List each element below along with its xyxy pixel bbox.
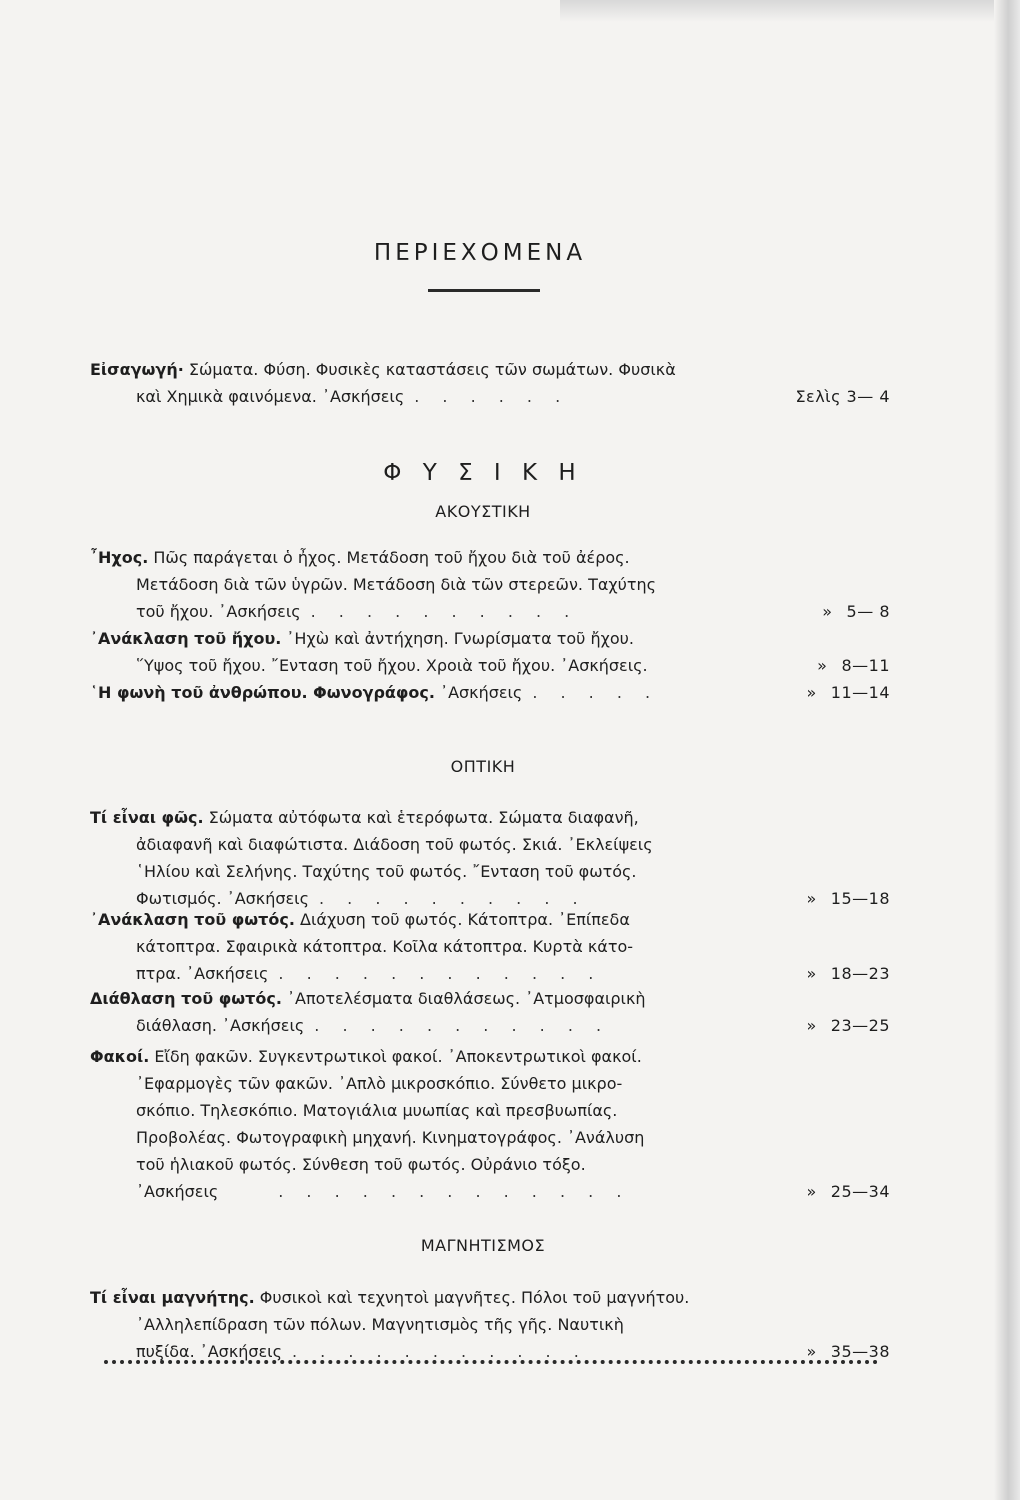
entry-text: κάτοπτρα. Σφαιρικὰ κάτοπτρα. Κοῖλα κάτοπτρα. Κυρτὰ κάτο- [136, 937, 634, 956]
dot-leader: . . . . . [532, 683, 660, 702]
entry-text: Εἴδη φακῶν. Συγκεντρωτικοὶ φακοί. ᾿Αποκεντρωτικοὶ φακοί. [149, 1047, 642, 1066]
entry-text: Σώματα αὐτόφωτα καὶ ἑτερόφωτα. Σώματα διαφανῆ, [203, 808, 639, 827]
continuation-mark: » [822, 602, 833, 621]
page-range: 15—18 [830, 889, 890, 908]
entry-lead: Τί εἶναι φῶς. [90, 808, 204, 827]
toc-entry-lenses [90, 1043, 890, 1205]
page-title: ΠΕΡΙΕΧΟΜΕΝΑ [373, 240, 587, 266]
entry-text: τοῦ ἤχου. ᾿Ασκήσεις [136, 602, 301, 621]
toc-line [90, 804, 890, 831]
section-heading-optics: ΟΠΤΙΚΗ [450, 757, 516, 776]
entry-text: ᾿Ηχὼ καὶ ἀντήχηση. Γνωρίσματα τοῦ ἤχου. [281, 629, 634, 648]
entry-lead: Τί εἶναι μαγνήτης. [90, 1288, 255, 1307]
page-range: 11—14 [830, 683, 890, 702]
page-range-wrap [806, 1178, 890, 1205]
entry-text: πτρα. ᾿Ασκήσεις [136, 964, 269, 983]
toc-entry-voice [90, 679, 890, 706]
page-range: Σελὶς 3— 4 [795, 387, 890, 406]
scan-shadow-edge [994, 0, 1020, 1500]
toc-line [90, 960, 890, 987]
toc-line [90, 1284, 890, 1311]
dot-leader: . . . . . . [414, 387, 570, 406]
section-heading-magnetism: ΜΑΓΝΗΤΙΣΜΟΣ [420, 1236, 546, 1255]
dot-leader: . . . . . . . . . . [310, 602, 579, 621]
toc-line [90, 1151, 890, 1178]
toc-line [90, 1070, 890, 1097]
entry-text: πυξίδα. ᾿Ασκήσεις [136, 1342, 282, 1361]
entry-text: τοῦ ἡλιακοῦ φωτός. Σύνθεση τοῦ φωτός. Οὐράνιο τόξο. [136, 1155, 586, 1174]
entry-text: ᾿Αποτελέσματα διαθλάσεως. ᾿Ατμοσφαιρικὴ [281, 989, 646, 1008]
entry-text: σκόπιο. Τηλεσκόπιο. Ματογιάλια μυωπίας καὶ πρεσβυωπίας. [136, 1101, 618, 1120]
entry-lead: ᾿Ανάκλαση τοῦ φωτός. [90, 910, 295, 929]
page-range: 35—38 [830, 1342, 890, 1361]
entry-text: ᾿Εφαρμογὲς τῶν φακῶν. ᾿Απλὸ μικροσκόπιο. Σύνθετο μικρο- [136, 1074, 623, 1093]
toc-entry-sound [90, 544, 890, 625]
page-range-wrap [806, 1012, 890, 1039]
page-range: 25—34 [830, 1182, 890, 1201]
entry-text: ᾿Ασκήσεις [136, 1182, 219, 1201]
dotted-divider [104, 1360, 878, 1364]
page-range: 5— 8 [846, 602, 890, 621]
toc-line [90, 383, 890, 410]
dot-leader: . . . . . . . . . . [318, 889, 587, 908]
entry-text: Προβολέας. Φωτογραφικὴ μηχανή. Κινηματογράφος. ᾿Ανάλυση [136, 1128, 645, 1147]
continuation-mark: » [806, 1016, 817, 1035]
dot-leader: . . . . . . . . . . . . . [278, 1182, 631, 1201]
page-range-wrap [806, 679, 890, 706]
dot-leader: . . . . . . . . . . . [291, 1342, 588, 1361]
entry-lead: Εἰσαγωγή· [90, 360, 184, 379]
page-range-wrap [806, 960, 890, 987]
dot-leader: . . . . . . . . . . . . [278, 964, 603, 983]
entry-lead: ῏Ηχος. [90, 548, 149, 567]
entry-text: ᾿Αλληλεπίδραση τῶν πόλων. Μαγνητισμὸς τῆς γῆς. Ναυτικὴ [136, 1315, 624, 1334]
entry-text: καὶ Χημικὰ φαινόμενα. ᾿Ασκήσεις [136, 387, 405, 406]
continuation-mark: » [817, 656, 828, 675]
dot-leader: . . . . . . . . . . . [314, 1016, 611, 1035]
page-range-wrap [817, 652, 890, 679]
toc-line [90, 1097, 890, 1124]
toc-line [90, 356, 890, 383]
entry-text: Διάχυση τοῦ φωτός. Κάτοπτρα. ᾿Επίπεδα [294, 910, 630, 929]
entry-text: Φωτισμός. ᾿Ασκήσεις [136, 889, 309, 908]
entry-text: ᾿Ασκήσεις [434, 683, 523, 702]
toc-line [90, 625, 890, 652]
toc-line [90, 1124, 890, 1151]
toc-line [90, 598, 890, 625]
toc-line [90, 1043, 890, 1070]
entry-lead: ᾿Ανάκλαση τοῦ ἤχου. [90, 629, 282, 648]
continuation-mark: » [806, 964, 817, 983]
continuation-mark: » [806, 1342, 817, 1361]
section-heading-acoustics: ΑΚΟΥΣΤΙΚΗ [435, 502, 531, 521]
entry-text: Μετάδοση διὰ τῶν ὑγρῶν. Μετάδοση διὰ τῶν στερεῶν. Ταχύτης [136, 575, 657, 594]
scan-shadow-top [560, 0, 1020, 22]
part-title: Φ Υ Σ Ι Κ Η [383, 460, 583, 486]
toc-line [90, 1311, 890, 1338]
entry-text: Πῶς παράγεται ὁ ἦχος. Μετάδοση τοῦ ἤχου διὰ τοῦ ἀέρος. [148, 548, 630, 567]
continuation-mark: » [806, 683, 817, 702]
entry-text: ῞Υψος τοῦ ἤχου. ῎Ενταση τοῦ ἤχου. Χροιὰ τοῦ ἤχου. ᾿Ασκήσεις. [136, 656, 648, 675]
entry-text: διάθλαση. ᾿Ασκήσεις [136, 1016, 305, 1035]
toc-line [90, 858, 890, 885]
toc-line [90, 831, 890, 858]
page-range: 8—11 [841, 656, 890, 675]
toc-entry-refraction [90, 985, 890, 1039]
toc-entry-magnet [90, 1284, 890, 1365]
page-range: 18—23 [830, 964, 890, 983]
entry-lead: Διάθλαση τοῦ φωτός. [90, 989, 282, 1008]
page-range: 23—25 [830, 1016, 890, 1035]
toc-line [90, 933, 890, 960]
toc-entry-reflection-sound [90, 625, 890, 679]
entry-lead: Φακοί. [90, 1047, 150, 1066]
toc-line [90, 985, 890, 1012]
toc-line [90, 544, 890, 571]
continuation-mark: » [806, 889, 817, 908]
toc-line [90, 571, 890, 598]
title-underline [428, 289, 540, 292]
toc-entry-intro [90, 356, 890, 410]
toc-line [90, 906, 890, 933]
toc-line [90, 1012, 890, 1039]
entry-text: Φυσικοὶ καὶ τεχνητοὶ μαγνῆτες. Πόλοι τοῦ μαγνήτου. [254, 1288, 690, 1307]
entry-text: ῾Ηλίου καὶ Σελήνης. Ταχύτης τοῦ φωτός. ῎Ενταση τοῦ φωτός. [136, 862, 637, 881]
toc-line [90, 679, 890, 706]
continuation-mark: » [806, 1182, 817, 1201]
toc-entry-reflection-light [90, 906, 890, 987]
toc-entry-light [90, 804, 890, 912]
toc-line [90, 1178, 890, 1205]
toc-line [90, 652, 890, 679]
entry-text: Σώματα. Φύση. Φυσικὲς καταστάσεις τῶν σωμάτων. Φυσικὰ [183, 360, 676, 379]
entry-text: ἀδιαφανῆ καὶ διαφώτιστα. Διάδοση τοῦ φωτός. Σκιά. ᾿Εκλείψεις [136, 835, 653, 854]
entry-lead: ῾Η φωνὴ τοῦ ἀνθρώπου. Φωνογράφος. [90, 683, 435, 702]
page-range-wrap [822, 598, 890, 625]
